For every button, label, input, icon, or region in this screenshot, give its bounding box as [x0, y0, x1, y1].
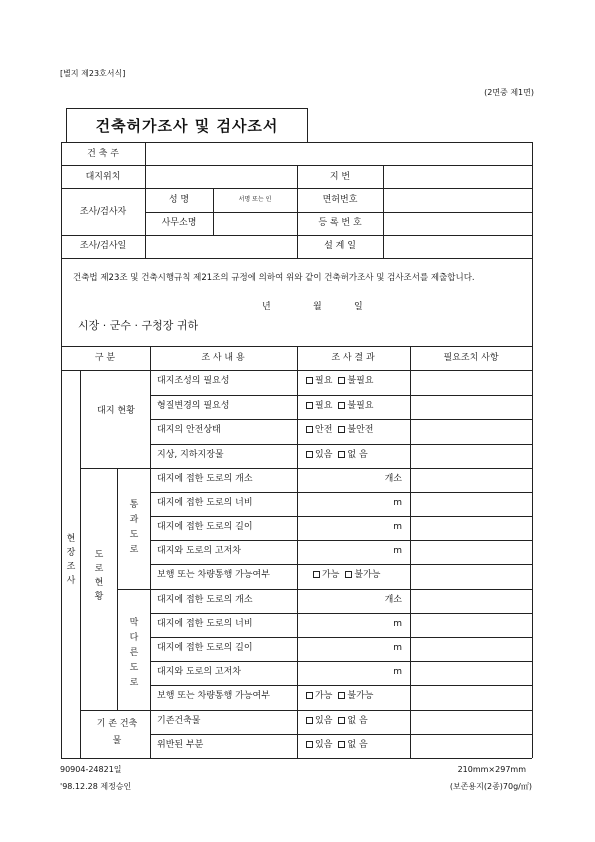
- option-label: 필요: [315, 376, 333, 386]
- row-options: [306, 717, 374, 726]
- row-unit: 개소: [384, 595, 402, 605]
- option-label: 불안전: [347, 425, 374, 435]
- group-field: 현장조사: [66, 534, 76, 586]
- row-item-label: 대지에 접한 도로의 개소: [157, 474, 253, 484]
- option-label: 없 음: [347, 716, 368, 726]
- row-unit: m: [393, 522, 402, 532]
- footer-size: 210mm×297mm: [457, 765, 526, 774]
- row-item-label: 대지에 접한 도로의 너비: [157, 498, 253, 508]
- lot-number-label: 지 번: [329, 172, 351, 182]
- option-label: 불필요: [347, 401, 374, 411]
- row-item-label: 대지에 접한 도로의 길이: [157, 643, 253, 653]
- checkbox-icon[interactable]: [338, 377, 345, 384]
- checkbox-icon[interactable]: [306, 692, 313, 699]
- inspection-date-label: 조사/검사일: [79, 241, 127, 251]
- statement-text: 건축법 제23조 및 건축시행규칙 제21조의 규정에 의하여 위와 같이 건축허가조사 및 검사조서를 제출합니다.: [73, 273, 475, 283]
- checkbox-icon[interactable]: [306, 451, 313, 458]
- option-checkbox[interactable]: [338, 426, 373, 435]
- row-options: [306, 692, 379, 701]
- row-options: [306, 426, 379, 435]
- row-options: [306, 451, 374, 460]
- option-checkbox[interactable]: [313, 571, 339, 580]
- option-label: 있음: [315, 716, 333, 726]
- sign-note: 서명 또는 인: [238, 196, 272, 203]
- row-item-label: 보행 또는 차량통행 가능여부: [157, 691, 270, 701]
- row-item-label: 위반된 부분: [157, 740, 204, 750]
- checkbox-icon[interactable]: [338, 741, 345, 748]
- row-item-label: 대지에 접한 도로의 개소: [157, 595, 253, 605]
- option-checkbox[interactable]: [306, 451, 332, 460]
- checkbox-icon[interactable]: [306, 741, 313, 748]
- option-label: 안전: [315, 425, 333, 435]
- option-label: 필요: [315, 401, 333, 411]
- checkbox-icon[interactable]: [313, 571, 320, 578]
- option-checkbox[interactable]: [306, 402, 332, 411]
- option-checkbox[interactable]: [306, 692, 332, 701]
- group-site: 대지 현황: [97, 406, 135, 416]
- checkbox-icon[interactable]: [345, 571, 352, 578]
- row-unit: m: [393, 498, 402, 508]
- group-road: 도로현황: [94, 550, 104, 602]
- option-checkbox[interactable]: [338, 377, 373, 386]
- group-existing: 기 존 건축물: [96, 719, 138, 746]
- option-checkbox[interactable]: [338, 451, 367, 460]
- footer-paper: (보존용지(2종)70g/㎡): [449, 782, 532, 791]
- header-action: 필요조치 사항: [443, 353, 499, 363]
- header-result: 조 사 결 과: [331, 353, 375, 363]
- group-traffic-road: 통과도로: [129, 500, 139, 555]
- checkbox-icon[interactable]: [338, 692, 345, 699]
- checkbox-icon[interactable]: [306, 377, 313, 384]
- date-year: 년: [262, 302, 271, 312]
- row-item-label: 대지와 도로의 고저차: [157, 667, 241, 677]
- row-item-label: 대지의 안전상태: [157, 425, 221, 435]
- option-checkbox[interactable]: [306, 426, 332, 435]
- row-item-label: 지상, 지하지장물: [157, 450, 224, 460]
- option-checkbox[interactable]: [345, 571, 380, 580]
- recipient: 시장 · 군수 · 구청장 귀하: [78, 319, 199, 332]
- date-day: 일: [354, 302, 363, 312]
- option-checkbox[interactable]: [338, 741, 367, 750]
- option-label: 불가능: [347, 691, 374, 701]
- option-label: 가능: [322, 570, 340, 580]
- design-date-label: 설 계 일: [324, 241, 356, 251]
- page-note: (2면중 제1면): [484, 88, 534, 97]
- checkbox-icon[interactable]: [306, 402, 313, 409]
- option-label: 없 음: [347, 450, 368, 460]
- option-checkbox[interactable]: [306, 377, 332, 386]
- office-name-label: 사무소명: [161, 218, 197, 228]
- option-label: 있음: [315, 450, 333, 460]
- row-unit: m: [393, 619, 402, 629]
- row-item-label: 대지조성의 필요성: [157, 376, 230, 386]
- date-month: 월: [313, 302, 322, 312]
- header-category: 구 분: [94, 353, 116, 363]
- row-options: [306, 377, 379, 386]
- row-item-label: 대지와 도로의 고저차: [157, 546, 241, 556]
- row-item-label: 기존건축물: [157, 716, 201, 726]
- option-checkbox[interactable]: [338, 402, 373, 411]
- group-deadend-road: 막다른도로: [129, 618, 139, 688]
- footer-approval: '98.12.28 제정승인: [60, 782, 132, 791]
- inspector-label: 조사/검사자: [79, 207, 127, 217]
- registration-no-label: 등 록 번 호: [318, 218, 362, 228]
- option-checkbox[interactable]: [306, 741, 332, 750]
- row-unit: m: [393, 546, 402, 556]
- row-unit: 개소: [384, 474, 402, 484]
- option-label: 불가능: [354, 570, 381, 580]
- form-label: [별지 제23호서식]: [60, 69, 126, 78]
- name-label: 성 명: [168, 195, 190, 205]
- row-options: [306, 741, 374, 750]
- header-contents: 조 사 내 용: [201, 353, 245, 363]
- option-checkbox[interactable]: [338, 692, 373, 701]
- row-item-label: 대지에 접한 도로의 너비: [157, 619, 253, 629]
- option-checkbox[interactable]: [306, 717, 332, 726]
- checkbox-icon[interactable]: [306, 426, 313, 433]
- option-checkbox[interactable]: [338, 717, 367, 726]
- license-no-label: 면허번호: [322, 195, 358, 205]
- row-item-label: 형질변경의 필요성: [157, 401, 230, 411]
- form-title: 건축허가조사 및 검사조서: [66, 108, 308, 142]
- row-item-label: 대지에 접한 도로의 길이: [157, 522, 253, 532]
- option-label: 불필요: [347, 376, 374, 386]
- site-location-label: 대지위치: [85, 172, 121, 182]
- row-options: [313, 571, 386, 580]
- footer-code: 90904-24821일: [60, 765, 122, 774]
- checkbox-icon[interactable]: [338, 426, 345, 433]
- row-options: [306, 402, 379, 411]
- checkbox-icon[interactable]: [338, 717, 345, 724]
- option-label: 있음: [315, 740, 333, 750]
- row-unit: m: [393, 667, 402, 677]
- checkbox-icon[interactable]: [338, 402, 345, 409]
- owner-label: 건 축 주: [87, 149, 119, 159]
- checkbox-icon[interactable]: [338, 451, 345, 458]
- checkbox-icon[interactable]: [306, 717, 313, 724]
- row-unit: m: [393, 643, 402, 653]
- option-label: 가능: [315, 691, 333, 701]
- option-label: 없 음: [347, 740, 368, 750]
- row-item-label: 보행 또는 차량통행 가능여부: [157, 570, 270, 580]
